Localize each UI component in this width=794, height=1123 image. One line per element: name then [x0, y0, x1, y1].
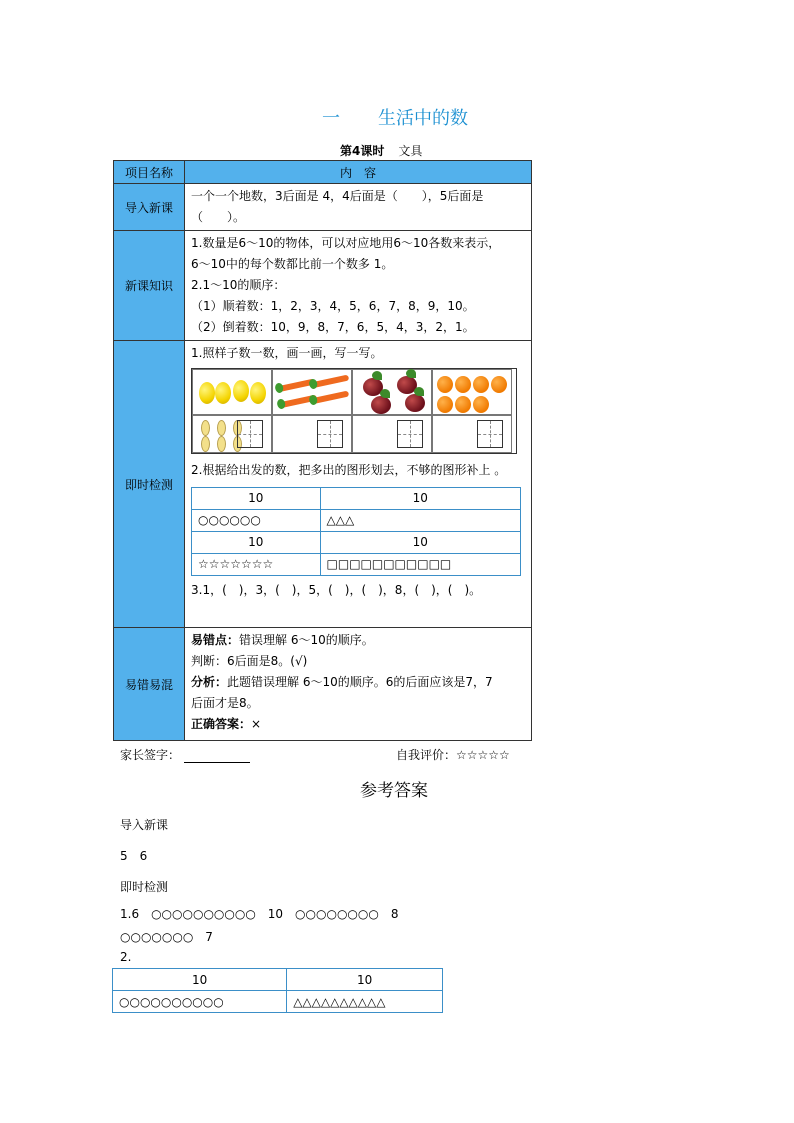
answer-cell [352, 415, 432, 453]
header-content: 内 容 [185, 161, 532, 184]
parent-signature [120, 746, 250, 763]
shape-target-number: 10 [320, 532, 520, 554]
answers-title: 参考答案 [360, 781, 428, 801]
carrots-picture [272, 369, 352, 415]
writing-box[interactable] [397, 420, 423, 448]
row-content-mistake [185, 628, 532, 741]
answer-triangles: △△△△△△△△△△ [287, 991, 443, 1013]
writing-box[interactable] [477, 420, 503, 448]
row-label-check: 即时检测 [114, 341, 185, 628]
unit-name: 生活中的数 [378, 108, 468, 129]
lesson-table [113, 160, 532, 741]
oranges-picture [432, 369, 512, 415]
triangle-shapes: △△△ [320, 510, 520, 532]
answer-cell [432, 415, 512, 453]
answer-2-label: 2. [120, 950, 132, 964]
lesson-name: 文具 [398, 144, 423, 158]
counting-picture-grid [191, 368, 517, 454]
answer-cell [272, 415, 352, 453]
row-content-new [185, 231, 532, 341]
knowledge-line: （1）顺着数：1，2，3，4，5，6，7，8，9，10。 [191, 299, 475, 313]
answer-intro: 5 6 [120, 849, 148, 863]
shape-target-number: 10 [320, 488, 520, 510]
knowledge-line: 1.数量是6～10的物体，可以对应地用6～10各数来表示， [191, 236, 501, 250]
signature-line[interactable] [184, 750, 250, 763]
shape-target-number: 10 [192, 488, 321, 510]
lesson-title [340, 142, 422, 159]
question-1: 1.照样子数一数，画一画，写一写。 [191, 346, 383, 360]
beets-picture [352, 369, 432, 415]
parent-signature-label: 家长签字： [120, 748, 181, 762]
header-item-name: 项目名称 [114, 161, 185, 184]
row-label-new: 新课知识 [114, 231, 185, 341]
answer-target-number: 10 [287, 969, 443, 991]
example-answer-cell [192, 415, 272, 453]
unit-number: 一 [322, 108, 340, 129]
mistake-point: 易错点：错误理解 6～10的顺序。 [191, 633, 374, 647]
intro-line: （ ）。 [191, 210, 246, 224]
answer-check-label: 即时检测 [120, 880, 169, 894]
shape-table [191, 487, 521, 576]
judgement: 判断：6后面是8。(√) [191, 654, 308, 668]
row-content-intro [185, 184, 532, 231]
row-label-intro: 导入新课 [114, 184, 185, 231]
circle-shapes: ○○○○○○ [192, 510, 321, 532]
answer-1-line1: 1.6 ○○○○○○○○○○ 10 ○○○○○○○○ 8 [120, 907, 399, 921]
answer-target-number: 10 [113, 969, 287, 991]
shape-target-number: 10 [192, 532, 321, 554]
answer-1-line2: ○○○○○○○ 7 [120, 930, 213, 944]
answer-intro-label: 导入新课 [120, 818, 169, 832]
row-content-check [185, 341, 532, 628]
intro-line: 一个一个地数，3后面是 4，4后面是（ ），5后面是 [191, 189, 484, 203]
analysis-cont: 后面才是8。 [191, 696, 259, 710]
answer-circles: ○○○○○○○○○○ [113, 991, 287, 1013]
row-label-mistake: 易错易混 [114, 628, 185, 741]
star-shapes: ☆☆☆☆☆☆☆ [192, 554, 321, 576]
question-2: 2.根据给出发的数，把多出的图形划去，不够的图形补上 。 [191, 463, 507, 477]
lesson-number: 第4课时 [340, 144, 385, 158]
answer-shape-table [112, 968, 443, 1013]
writing-box[interactable] [317, 420, 343, 448]
self-evaluation: 自我评价：☆☆☆☆☆ [396, 748, 510, 762]
writing-box[interactable] [237, 420, 263, 448]
lemons-picture [192, 369, 272, 415]
square-shapes: □□□□□□□□□□□ [320, 554, 520, 576]
knowledge-line: 2.1～10的顺序： [191, 278, 286, 292]
correct-answer: 正确答案：× [191, 717, 262, 731]
knowledge-line: 6～10中的每个数都比前一个数多 1。 [191, 257, 394, 271]
knowledge-line: （2）倒着数：10，9，8，7，6，5，4，3，2，1。 [191, 320, 475, 334]
question-3: 3.1，( )，3，( )，5，( )，( )，8，( )，( )。 [191, 583, 482, 597]
analysis: 分析：此题错误理解 6～10的顺序。6的后面应该是7，7 [191, 675, 493, 689]
